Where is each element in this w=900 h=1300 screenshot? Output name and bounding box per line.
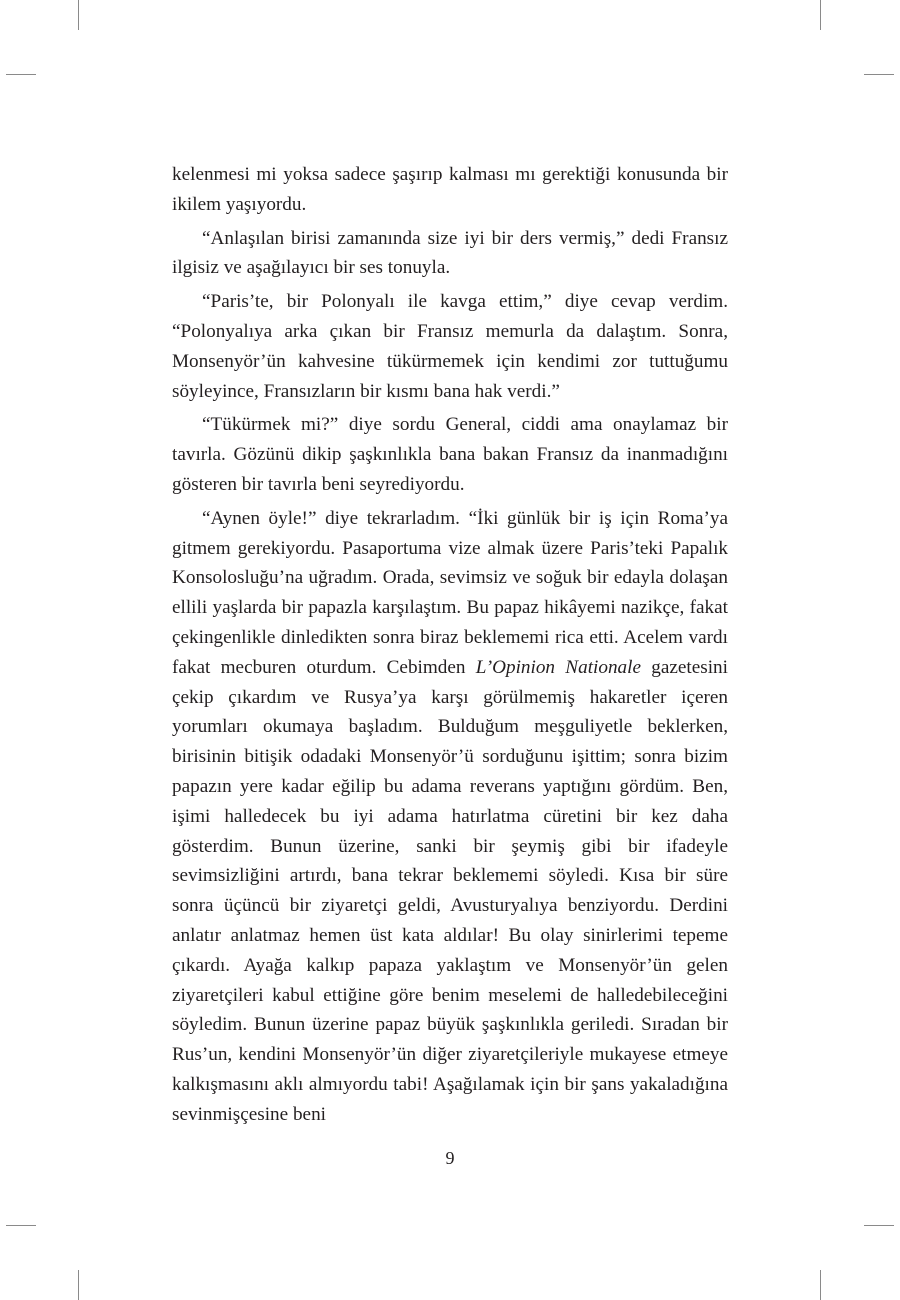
crop-mark-top-right — [820, 0, 821, 30]
crop-mark-right-upper — [864, 74, 894, 75]
crop-mark-top-left — [78, 0, 79, 30]
paragraph-text: “Aynen öyle!” diye tekrarladım. “İki günlük bir iş için Roma’ya gitmem gerekiyordu. Pasaportuma vize almak üzere Paris’teki Papalık Konsolosluğu’na uğradım. Orada, sevimsiz ve soğuk bir edayla dolaşan ellili yaşlarda bir papazla karşılaştım. Bu papaz hikâyemi nazikçe, fakat çekingenlikle dinledikten sonra biraz beklememi rica etti. Acelem vardı fakat mecburen oturdum. Cebimden — [172, 507, 728, 678]
newspaper-title: L’Opinion Nationale — [475, 656, 641, 678]
paragraph — [172, 504, 728, 1130]
paragraph: “Tükürmek mi?” diye sordu General, ciddi ama onaylamaz bir tavırla. Gözünü dikip şaşkınlıkla bana bakan Fransız da inanmadığını gösteren bir tavırla beni seyrediyordu. — [172, 414, 728, 495]
crop-mark-right-lower — [864, 1225, 894, 1226]
page-body-text — [172, 160, 728, 1134]
paragraph-text: gazetesini çekip çıkardım ve Rusya’ya karşı görülmemiş hakaretler içeren yorumları okumaya başladım. Bulduğum meşguliyetle beklerken, birisinin bitişik odadaki Monsenyör’ü sorduğunu işittim; sonra bizim papazın yere kadar eğilip bu adama reverans yaptığını gördüm. Ben, işimi halledecek bu iyi adama hatırlatma cüretini bir kez daha gösterdim. Bunun üzerine, sanki bir şeymiş gibi bir ifadeyle sevimsizliğini artırdı, bana tekrar beklememi söyledi. Kısa bir süre sonra üçüncü bir ziyaretçi geldi, Avusturyalıya benziyordu. Derdini anlatır anlatmaz hemen üst kata aldılar! Bu olay sinirlerimi tepeme çıkardı. Ayağa kalkıp papaza yaklaştım ve Monsenyör’ün gelen ziyaretçileri kabul ettiğine göre benim meselemi de halledebileceğini söyledim. Bunun üzerine papaz büyük şaşkınlıkla geriledi. Sıradan bir Rus’un, kendini Monsenyör’ün diğer ziyaretçileriyle mukayese etmeye kalkışmasını aklı almıyordu tabi! Aşağılamak için bir şans yakaladığına sevinmişçesine beni — [172, 656, 728, 1125]
crop-mark-bottom-left — [78, 1270, 79, 1300]
crop-mark-left-upper — [6, 74, 36, 75]
page-number: 9 — [445, 1148, 455, 1168]
paragraph: “Anlaşılan birisi zamanında size iyi bir ders vermiş,” dedi Fransız ilgisiz ve aşağılayıcı bir ses tonuyla. — [172, 227, 728, 279]
crop-mark-left-lower — [6, 1225, 36, 1226]
crop-mark-bottom-right — [820, 1270, 821, 1300]
paragraph: “Paris’te, bir Polonyalı ile kavga ettim,” diye cevap verdim. “Polonyalıya arka çıkan bir Fransız memurla da dalaştım. Sonra, Monsenyör’ün kahvesine tükürmemek için kendimi zor tuttuğumu söyleyince, Fransızların bir kısmı bana hak verdi.” — [172, 291, 728, 402]
paragraph-continuation: kelenmesi mi yoksa sadece şaşırıp kalması mı gerektiği konusunda bir ikilem yaşıyordu. — [172, 164, 728, 215]
